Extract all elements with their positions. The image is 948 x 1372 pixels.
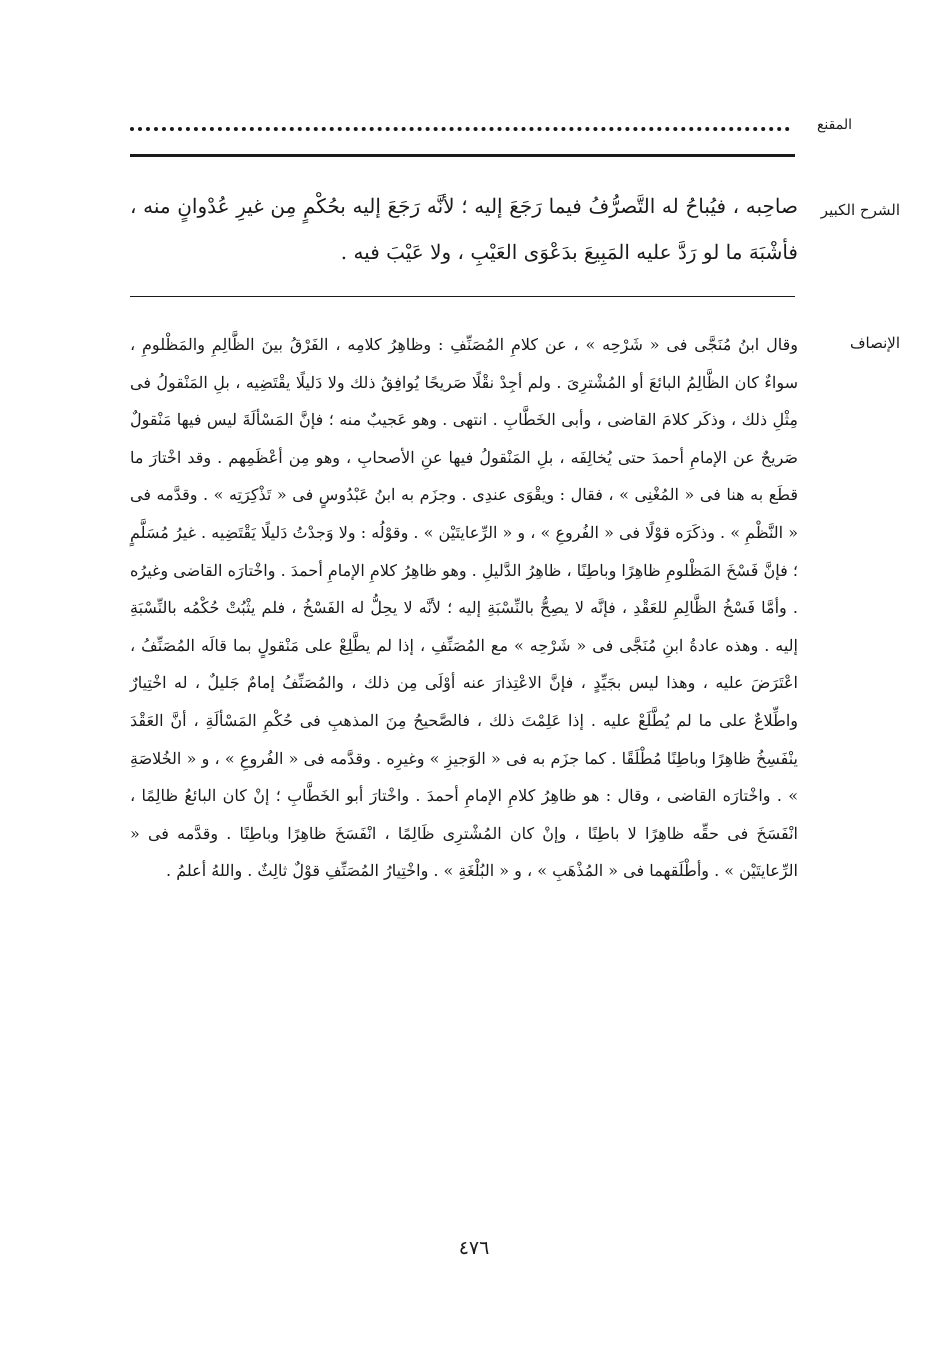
sharh-label: الشرح الكبير — [820, 201, 900, 219]
header-dotted-line — [130, 117, 790, 131]
sharh-section — [130, 183, 798, 275]
insaf-section — [130, 326, 798, 890]
insaf-label: الإنصاف — [849, 334, 900, 352]
page-number: ٤٧٦ — [458, 1237, 490, 1259]
section-divider — [130, 296, 795, 297]
book-title: المقنع — [816, 117, 852, 133]
sharh-paragraph: صاحِبه ، فيُباحُ له التَّصرُّفُ فيما رَجَعَ إليه ؛ لأنَّه رَجَعَ إليه بحُكْمٍ مِن غيرِ عُدْوانٍ منه ، فأشْبَهَ ما لو رَدَّ عليه المَبِيعَ بدَعْوَى العَيْبِ ، ولا عَيْبَ فيه . — [130, 194, 798, 264]
header-rule — [130, 154, 795, 157]
insaf-paragraph: وقال ابنُ مُنَجَّى فى « شَرْحِه » ، عن كلامِ المُصَنِّفِ : وظاهِرُ كلامِه ، الفَرْقُ بينَ الظَّالِمِ والمَظْلومِ ، سواءٌ كان الظَّالِمُ البائعَ أو المُشْترِىَ . ولم أجِدْ نقْلًا صَريحًا يُوافِقُ ذلك ولا دَليلًا يقْتَضِيه ، بلِ المَنْقولُ فى مِثْلِ ذلك ، وذكَر كلامَ القاضى ، وأبى الخَطَّابِ . انتهى . وهو عَجيبٌ منه ؛ فإنَّ المَسْألَةَ ليس فيها مَنْقولٌ صَريحٌ عن الإمامِ أحمدَ حتى يُخالِفَه ، بلِ المَنْقولُ فيها عنِ الأصحابِ ، وهو مِن أعْظَمِهم . وقد اخْتارَ ما قطَع به هنا فى « المُغْنِى » ، فقال : ويقْوَى عندِى . وجزَم به ابنُ عَبْدُوسٍ فى « تَذْكِرَتِه » . وقدَّمه فى « النَّظْمِ » . وذكَرَه قوْلًا فى « الفُروعِ » ، و « الرِّعايتَيْن » . وقوْلُه : ولا وَجدْتُ دَليلًا يَقْتَضِيه . غيرُ مُسَلَّمٍ ؛ فإنَّ فَسْخَ المَظْلومِ ظاهِرًا وباطِنًا ، ظاهِرُ الدَّليلِ . وهو ظاهِرُ كلامِ الإمامِ أحمدَ . واخْتارَه القاضى وغيرُه . وأمَّا فَسْخُ الظَّالِمِ للعَقْدِ ، فإنَّه لا يصِحُّ بالنِّسْبَةِ إليه ؛ لأنَّه لا يحِلُّ له الفَسْخُ ، فلم يثْبُتْ حُكْمُه بالنِّسْبَةِ إليه . وهذه عادةُ ابنِ مُنَجَّى فى « شَرْحِه » مع المُصَنِّفِ ، إذا لم يطَّلِعْ على مَنْقولٍ بما قالَه المُصَنِّفُ ، اعْتَرَضَ عليه ، وهذا ليس بجَيِّدٍ ، فإنَّ الاعْتِذارَ عنه أوْلَى مِن ذلك ، والمُصَنِّفُ إمامٌ جَليلٌ ، له اخْتِيارٌ واطِّلاعٌ على ما لم يُطَّلَعْ عليه . إذا عَلِمْتَ ذلك ، فالصَّحيحُ مِنَ المذهبِ فى حُكْمِ المَسْألَةِ ، أنَّ العَقْدَ ينْفَسِخُ ظاهِرًا وباطِنًا مُطْلَقًا . كما جزَم به فى « الوَجيزِ » وغيرِه . وقدَّمه فى « الفُروعِ » ، و « الخُلاصَةِ » . واخْتارَه القاضى ، وقال : هو ظاهِرُ كلامِ الإمامِ أحمدَ . واخْتارَ أبو الخَطَّابِ ؛ إنْ كان البائعُ ظالِمًا ، انْفَسَخَ فى حقِّه ظاهِرًا لا باطِنًا ، وإنْ كان المُشْترِى ظَالِمًا ، انْفَسَخَ ظاهِرًا وباطِنًا . وقدَّمه فى « الرِّعايتَيْن » . وأطْلَقهما فى « المُذْهَبِ » ، و « البُلْغَةِ » . واخْتِيارُ المُصَنِّفِ قوْلٌ ثالِثٌ . واللهُ أعلمُ . — [130, 335, 799, 881]
